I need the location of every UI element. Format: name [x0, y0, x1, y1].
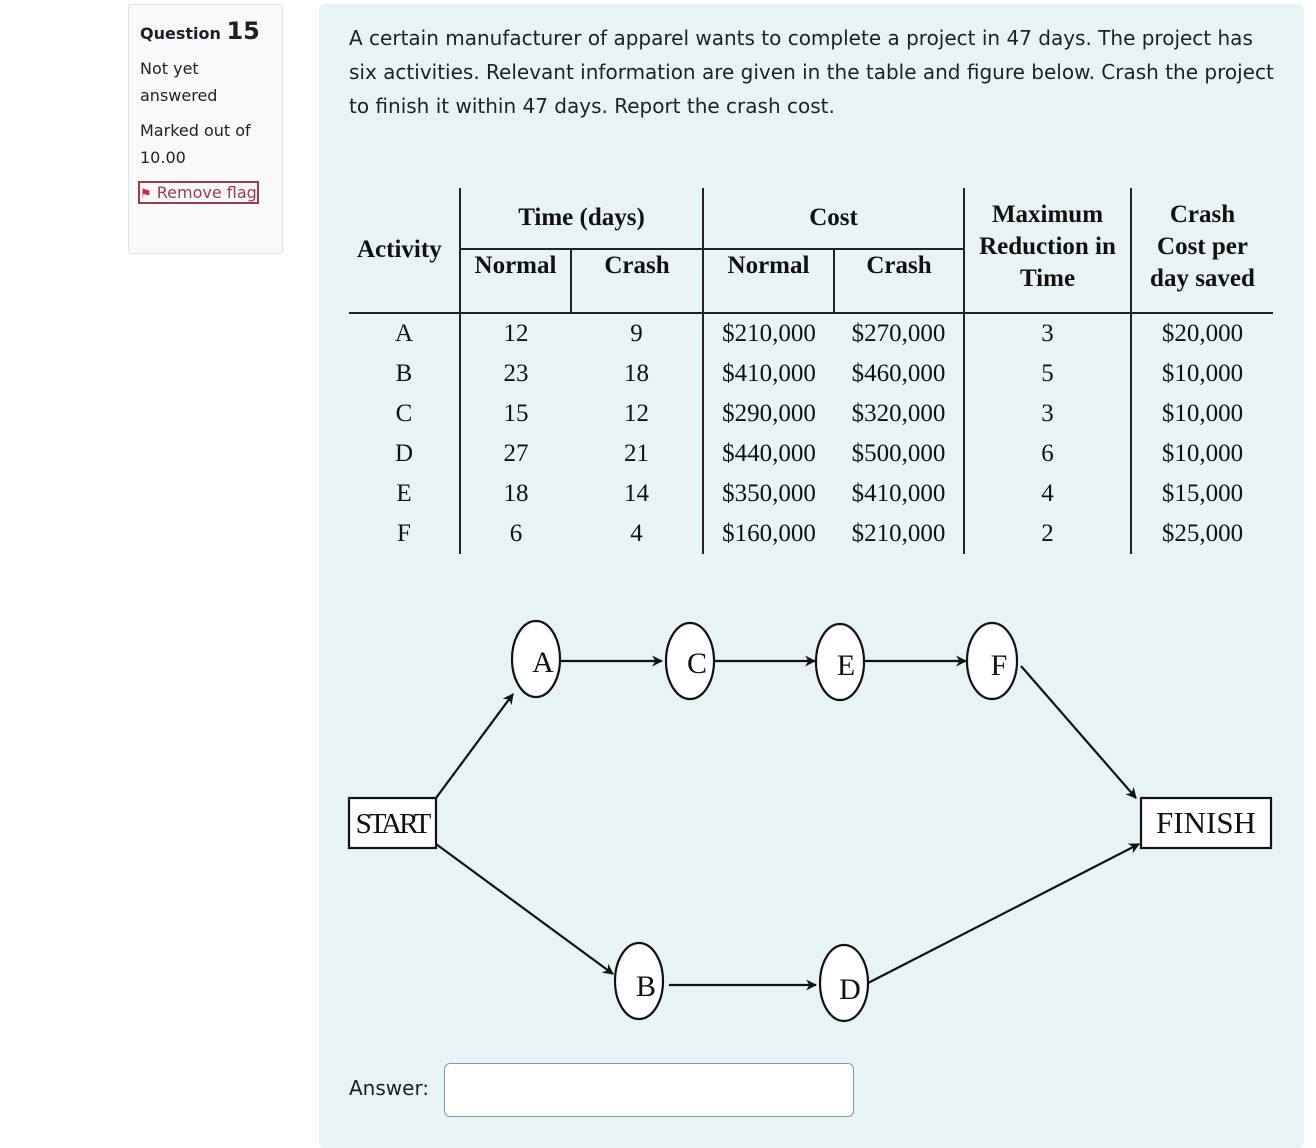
table-row — [349, 474, 1273, 514]
cell-crash-time: 9 — [630, 320, 643, 347]
cell-crash-cost-per-day: $15,000 — [1131, 474, 1273, 514]
question-state: Not yet answered — [140, 59, 218, 105]
header-activity: Activity — [349, 188, 460, 313]
header-max-line1: Maximum — [991, 201, 1104, 228]
cell-normal-time: 23 — [460, 354, 571, 394]
cell-crash-time: 4 — [630, 520, 643, 547]
header-cc-line2: Cost per — [1157, 233, 1248, 260]
header-time-crash: Crash — [571, 249, 703, 313]
node-d-label: D — [839, 973, 861, 1006]
cell-crash-cost-per-day: $10,000 — [1131, 434, 1273, 474]
cell-normal-time: 15 — [460, 394, 571, 434]
cell-activity: C — [395, 400, 413, 427]
header-time-normal: Normal — [460, 249, 571, 313]
cell-crash-time: 21 — [624, 440, 649, 467]
cell-crash-cost: $320,000 — [851, 400, 946, 427]
cell-max-reduction: 3 — [964, 313, 1131, 354]
cell-crash-cost-per-day: $10,000 — [1131, 354, 1273, 394]
cell-activity: D — [394, 440, 414, 467]
question-number-value: 15 — [226, 17, 260, 45]
cell-crash-cost: $460,000 — [851, 360, 946, 387]
cell-activity: A — [394, 320, 414, 347]
cell-activity: E — [396, 480, 412, 507]
cell-normal-cost: $290,000 — [703, 394, 834, 434]
cell-crash-cost: $500,000 — [851, 440, 946, 467]
question-content — [319, 4, 1304, 1148]
cell-max-reduction: 5 — [964, 354, 1131, 394]
header-max-line2: Reduction in — [979, 233, 1116, 260]
edge-start-a — [436, 694, 513, 798]
header-time: Time (days) — [460, 188, 703, 249]
node-b-label: B — [635, 970, 657, 1003]
header-cost-crash: Crash — [834, 249, 964, 313]
node-c-label: C — [686, 647, 708, 680]
cell-crash-cost: $210,000 — [851, 520, 946, 547]
header-max-line3: Time — [1019, 265, 1076, 292]
cell-normal-time: 6 — [460, 514, 571, 554]
table-row — [349, 313, 1273, 354]
table-row — [349, 434, 1273, 474]
cell-normal-cost: $350,000 — [703, 474, 834, 514]
cell-max-reduction: 2 — [964, 514, 1131, 554]
node-e-label: E — [836, 649, 856, 682]
cell-normal-cost: $410,000 — [703, 354, 834, 394]
cell-activity: F — [397, 520, 411, 547]
question-number — [140, 17, 271, 45]
header-max-reduction — [964, 188, 1131, 313]
project-network-diagram — [319, 594, 1304, 1034]
answer-input[interactable] — [444, 1063, 854, 1117]
cell-normal-time: 18 — [460, 474, 571, 514]
cell-crash-time: 12 — [624, 400, 649, 427]
question-info-panel — [128, 4, 283, 254]
edge-f-finish — [1021, 666, 1136, 798]
cell-crash-cost: $410,000 — [851, 480, 946, 507]
finish-label: FINISH — [1156, 805, 1256, 840]
header-crash-cost-per-day — [1131, 188, 1273, 313]
node-f-label: F — [990, 649, 1008, 682]
cell-max-reduction: 6 — [964, 434, 1131, 474]
cell-crash-cost-per-day: $25,000 — [1131, 514, 1273, 554]
edge-d-finish — [868, 844, 1139, 983]
answer-label: Answer: — [349, 1076, 430, 1100]
cell-crash-cost: $270,000 — [851, 320, 946, 347]
question-label: Question — [140, 24, 221, 43]
question-text: A certain manufacturer of apparel wants to complete a project in 47 days. The project has six activities. Relevant information are given in the table and figure below. Crash the project to finish it within 47 days. Report the crash cost. — [349, 26, 1274, 118]
remove-flag-button[interactable] — [140, 183, 257, 202]
cell-max-reduction: 4 — [964, 474, 1131, 514]
cell-crash-time: 18 — [624, 360, 649, 387]
cell-crash-cost-per-day: $20,000 — [1131, 313, 1273, 354]
cell-normal-time: 12 — [460, 313, 571, 354]
flag-icon: ⚑ — [140, 187, 152, 202]
start-label: START — [355, 808, 429, 840]
cell-normal-cost: $210,000 — [703, 313, 834, 354]
node-a-label: A — [532, 646, 554, 679]
cell-activity: B — [395, 360, 413, 387]
cell-normal-time: 27 — [460, 434, 571, 474]
header-cc-line3: day saved — [1150, 265, 1255, 292]
cell-normal-cost: $160,000 — [703, 514, 834, 554]
cell-max-reduction: 3 — [964, 394, 1131, 434]
cell-normal-cost: $440,000 — [703, 434, 834, 474]
table-row — [349, 354, 1273, 394]
cell-crash-time: 14 — [624, 480, 649, 507]
remove-flag-label: Remove flag — [156, 183, 257, 202]
header-cc-line1: Crash — [1169, 201, 1236, 228]
header-cost-normal: Normal — [703, 249, 834, 313]
cell-crash-cost-per-day: $10,000 — [1131, 394, 1273, 434]
table-row — [349, 394, 1273, 434]
question-grade: Marked out of 10.00 — [140, 121, 251, 167]
edge-start-b — [436, 844, 613, 974]
table-row — [349, 514, 1273, 554]
header-cost: Cost — [703, 188, 964, 249]
activity-table — [349, 188, 1273, 554]
